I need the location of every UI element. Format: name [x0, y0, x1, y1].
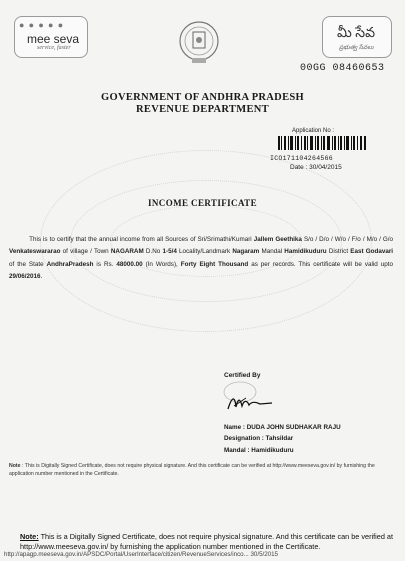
body-text-4: D.No: [145, 248, 161, 256]
certificate-body: [9, 234, 393, 284]
state-name: AndhraPradesh: [46, 260, 94, 268]
date-label: Date :: [290, 164, 308, 171]
district-name: East Godavari: [350, 248, 394, 256]
certified-by-label: Certified By: [224, 372, 261, 379]
designation-row: [224, 435, 293, 442]
verification-note-small: [9, 462, 379, 478]
right-logo-tagline: ప్రభుత్వ సేవలు: [339, 45, 374, 51]
document-serial-number: 00GG 08460653: [300, 63, 385, 74]
state-emblem-icon: [178, 20, 220, 66]
body-text-11: (In Words),: [145, 260, 178, 268]
note-large-text: This is a Digitally Signed Certificate, does not require physical signature. And this certificate can be verified at http://www.meeseva.gov.in/ by furnishing the application number mentioned in the Certificate.: [20, 532, 394, 551]
income-amount: 48000.00: [116, 260, 143, 268]
officer-name-label: Name :: [224, 424, 245, 431]
body-text-1: This is to certify that the annual income from all Sources of Sri/Srimathi/Kumari: [29, 236, 252, 243]
income-amount-words: Forty Eight Thousand: [180, 260, 249, 268]
body-text-9: is: [96, 260, 101, 268]
officer-name: DUDA JOHN SUDHAKAR RAJU: [246, 424, 341, 431]
valid-upto-date: 29/06/2016: [9, 273, 41, 281]
officer-name-row: [224, 424, 341, 431]
date-value: 30/04/2015: [309, 164, 342, 171]
meeseva-logo-left: [14, 16, 88, 58]
barcode-icon: [278, 136, 366, 150]
signatory-mandal-value: Hamidikuduru: [251, 447, 294, 454]
locality-name: Nagaram: [232, 248, 260, 256]
left-logo-tagline: service, faster: [37, 45, 71, 51]
print-footer-url: http://apagp.meeseva.gov.in/APSDC/Portal/UserInterface/citizen/RevenueServices/inco... 30/5/2015: [4, 551, 279, 558]
body-text-8: of the State: [9, 260, 44, 268]
application-number-label: Application No :: [292, 128, 335, 134]
designation-value: Tahsildar: [265, 435, 294, 442]
guardian-name: Venkateswararao: [9, 248, 61, 256]
logo-dots-icon: ● ● ● ● ●: [19, 20, 65, 30]
application-number: ICO171104264566: [270, 155, 334, 162]
body-text-2: S/o / D/o / W/o / F/o / M/o / G/o: [303, 236, 394, 243]
department-heading: REVENUE DEPARTMENT: [136, 104, 269, 115]
body-text-13: .: [40, 273, 43, 281]
body-text-6: Mandal: [261, 248, 283, 256]
issue-date: [290, 164, 342, 171]
right-logo-text: మీ సేవ: [337, 26, 376, 41]
designation-label: Designation :: [224, 435, 264, 442]
note-small-text: : This is Digitally Signed Certificate, does not require physical signature. And this certificate can be verified at http://www.meeseva.gov.in/ by furnishing the application number mentioned in the Certificate.: [9, 463, 375, 477]
door-number: 1-5/4: [162, 248, 177, 256]
village-name: NAGARAM: [110, 248, 144, 256]
signatory-mandal-row: [224, 447, 294, 454]
certificate-title: INCOME CERTIFICATE: [148, 198, 257, 208]
government-heading: GOVERNMENT OF ANDHRA PRADESH: [101, 92, 304, 103]
verification-note-large: [20, 532, 395, 552]
body-text-5: Locality/Landmark: [179, 248, 231, 256]
note-small-label: Note: [9, 463, 21, 469]
left-logo-text: mee seva: [27, 32, 80, 46]
body-text-7: District: [328, 248, 349, 256]
body-text-3: of village / Town: [62, 248, 109, 256]
note-large-label: Note:: [20, 532, 39, 541]
meeseva-logo-right: [322, 16, 392, 58]
body-text-10: Rs.: [103, 260, 114, 268]
body-text-12: as per records. This certificate will be valid upto: [251, 260, 393, 268]
mandal-name: Hamidikuduru: [284, 248, 327, 256]
holder-name: Jallem Geethika: [253, 236, 302, 243]
signatory-mandal-label: Mandal :: [224, 447, 250, 454]
signature-icon: [226, 392, 276, 412]
